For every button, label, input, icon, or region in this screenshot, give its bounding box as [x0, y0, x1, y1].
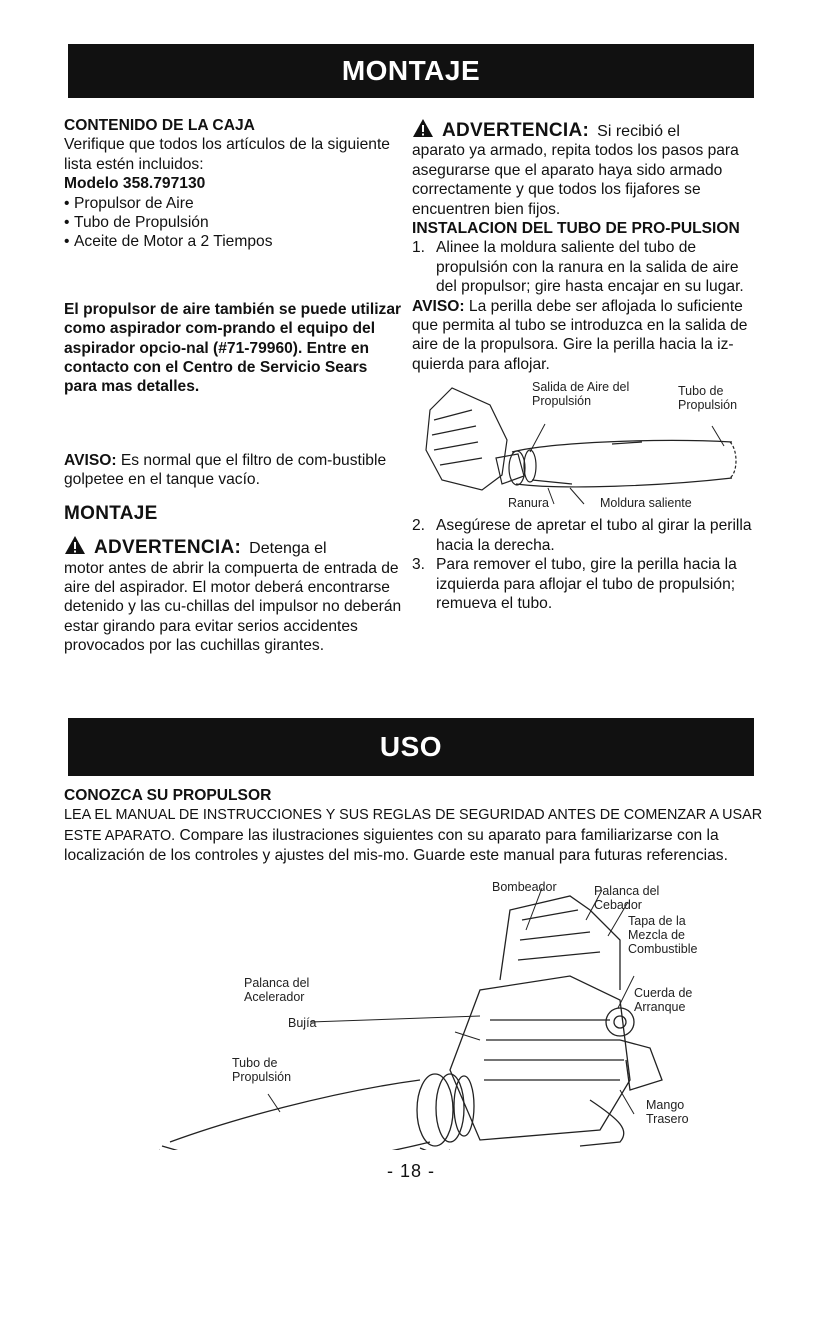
- box-contents-intro: Verifique que todos los artículos de la siguiente lista estén incluidos:: [64, 136, 390, 173]
- list-item: • Tubo de Propulsión: [64, 213, 404, 232]
- uso-title: CONOZCA SU PROPULSOR: [64, 787, 272, 804]
- aviso-text: Es normal que el filtro de com-bustible golpetee en el tanque vacío.: [64, 451, 387, 489]
- warning-word: ADVERTENCIA:: [442, 120, 590, 141]
- step-text: Alinee la moldura saliente del tubo de propulsión con la ranura en la salida de aire del propulsor; gire hasta encajar en su lugar.: [436, 239, 744, 296]
- install-steps-cont: [412, 516, 758, 613]
- throttle-lever-label: Palanca del Acelerador: [244, 976, 310, 1004]
- warning-tail: Detenga el: [249, 540, 327, 558]
- list-item: • Propulsor de Aire: [64, 194, 404, 213]
- uso-banner: USO: [68, 718, 754, 776]
- air-outlet-label: Salida de Aire del Propulsión: [532, 380, 630, 409]
- step-text: Asegúrese de apretar el tubo al girar la perilla hacia la derecha.: [436, 517, 752, 554]
- step-text: Para remover el tubo, gire la perilla hacia la izquierda para aflojar el tubo de propulsión; remueva el tubo.: [436, 556, 737, 612]
- aviso-label: AVISO:: [412, 297, 465, 315]
- warning-heading: [412, 116, 758, 141]
- page-number: - 18 -: [386, 1161, 435, 1181]
- fuel-cap-label: Tapa de la Mezcla de Combustible: [628, 914, 698, 956]
- warning-heading: [64, 533, 404, 558]
- aviso-paragraph: [64, 451, 404, 490]
- model-number: Modelo 358.797130: [64, 175, 206, 193]
- uso-intro-caps: LEA EL MANUAL DE INSTRUCCIONES Y SUS REGLAS DE SEGURIDAD ANTES DE COMENZAR A USAR ESTE APARATO.: [64, 807, 763, 844]
- box-contents-list: [64, 194, 404, 252]
- aviso-paragraph: [412, 297, 758, 375]
- box-contents-title: CONTENIDO DE LA CAJA: [64, 117, 255, 134]
- left-column: [64, 116, 404, 656]
- montaje-subtitle: MONTAJE: [64, 502, 158, 524]
- right-column: [412, 116, 758, 613]
- warning-triangle-icon: [412, 118, 434, 138]
- warning-text: aparato ya armado, repita todos los pasos para asegurarse que el aparato haya sido armado correctamente y que todos los fijafores se encuentren bien fijos.: [412, 142, 739, 218]
- step-2: [412, 516, 758, 555]
- montaje-banner: MONTAJE: [68, 44, 754, 98]
- uso-intro: [64, 805, 764, 865]
- rear-handle-label: Mango Trasero: [646, 1098, 689, 1126]
- primer-bulb-label: Bombeador: [492, 880, 557, 894]
- aviso-label: AVISO:: [64, 451, 117, 469]
- warning-text: motor antes de abrir la compuerta de entrada de aire del aspirador. El motor deberá encontrarse detenido y las cu-chillas del impulsor no deberán estar girando para evitar serios accidentes provocados por las cuchillas girantes.: [64, 559, 402, 655]
- vacuum-note: El propulsor de aire también se puede utilizar como aspirador com-prando el equipo del aspirador opcio-nal (#71-79960). Entre en contacto con el Centro de Servicio Sears para mas detalles.: [64, 300, 402, 396]
- blower-tube-label: Tubo de Propulsión: [232, 1056, 292, 1084]
- tube-label: Tubo de Propulsión: [678, 384, 738, 413]
- step-number: 3.: [412, 556, 426, 574]
- step-number: 1.: [412, 239, 426, 257]
- tube-attachment-figure: [412, 380, 758, 512]
- blower-figure: [150, 880, 710, 1150]
- uso-section: [64, 786, 764, 866]
- blower-illustration: [150, 880, 710, 1150]
- aviso-text: La perilla debe ser aflojada lo suficiente que permita al tubo se introduzca en la salida de aire de la propulsora. Gire la perilla hacia la iz-quierda para aflojar.: [412, 297, 748, 373]
- warning-word: ADVERTENCIA:: [94, 537, 242, 559]
- choke-lever-label: Palanca del Cebador: [594, 884, 660, 912]
- starter-rope-label: Cuerda de Arranque: [634, 986, 693, 1014]
- spark-plug-label: Bujía: [288, 1016, 317, 1030]
- warning-triangle-icon: [64, 535, 86, 555]
- list-item: • Aceite de Motor a 2 Tiempos: [64, 232, 404, 251]
- tab-label: Moldura saliente: [600, 496, 692, 511]
- step-3: [412, 555, 758, 613]
- install-steps: [412, 238, 758, 296]
- uso-intro-rest: Compare las ilustraciones siguientes con su aparato para familiarizarse con la localización de los controles y ajustes del mis-mo. Guarde este manual para futuras referencias.: [64, 826, 728, 865]
- install-title: INSTALACION DEL TUBO DE PRO-PULSION: [412, 220, 740, 238]
- slot-label: Ranura: [508, 496, 549, 511]
- step-1: [412, 238, 758, 296]
- step-number: 2.: [412, 517, 426, 535]
- warning-tail: Si recibió el: [597, 123, 680, 140]
